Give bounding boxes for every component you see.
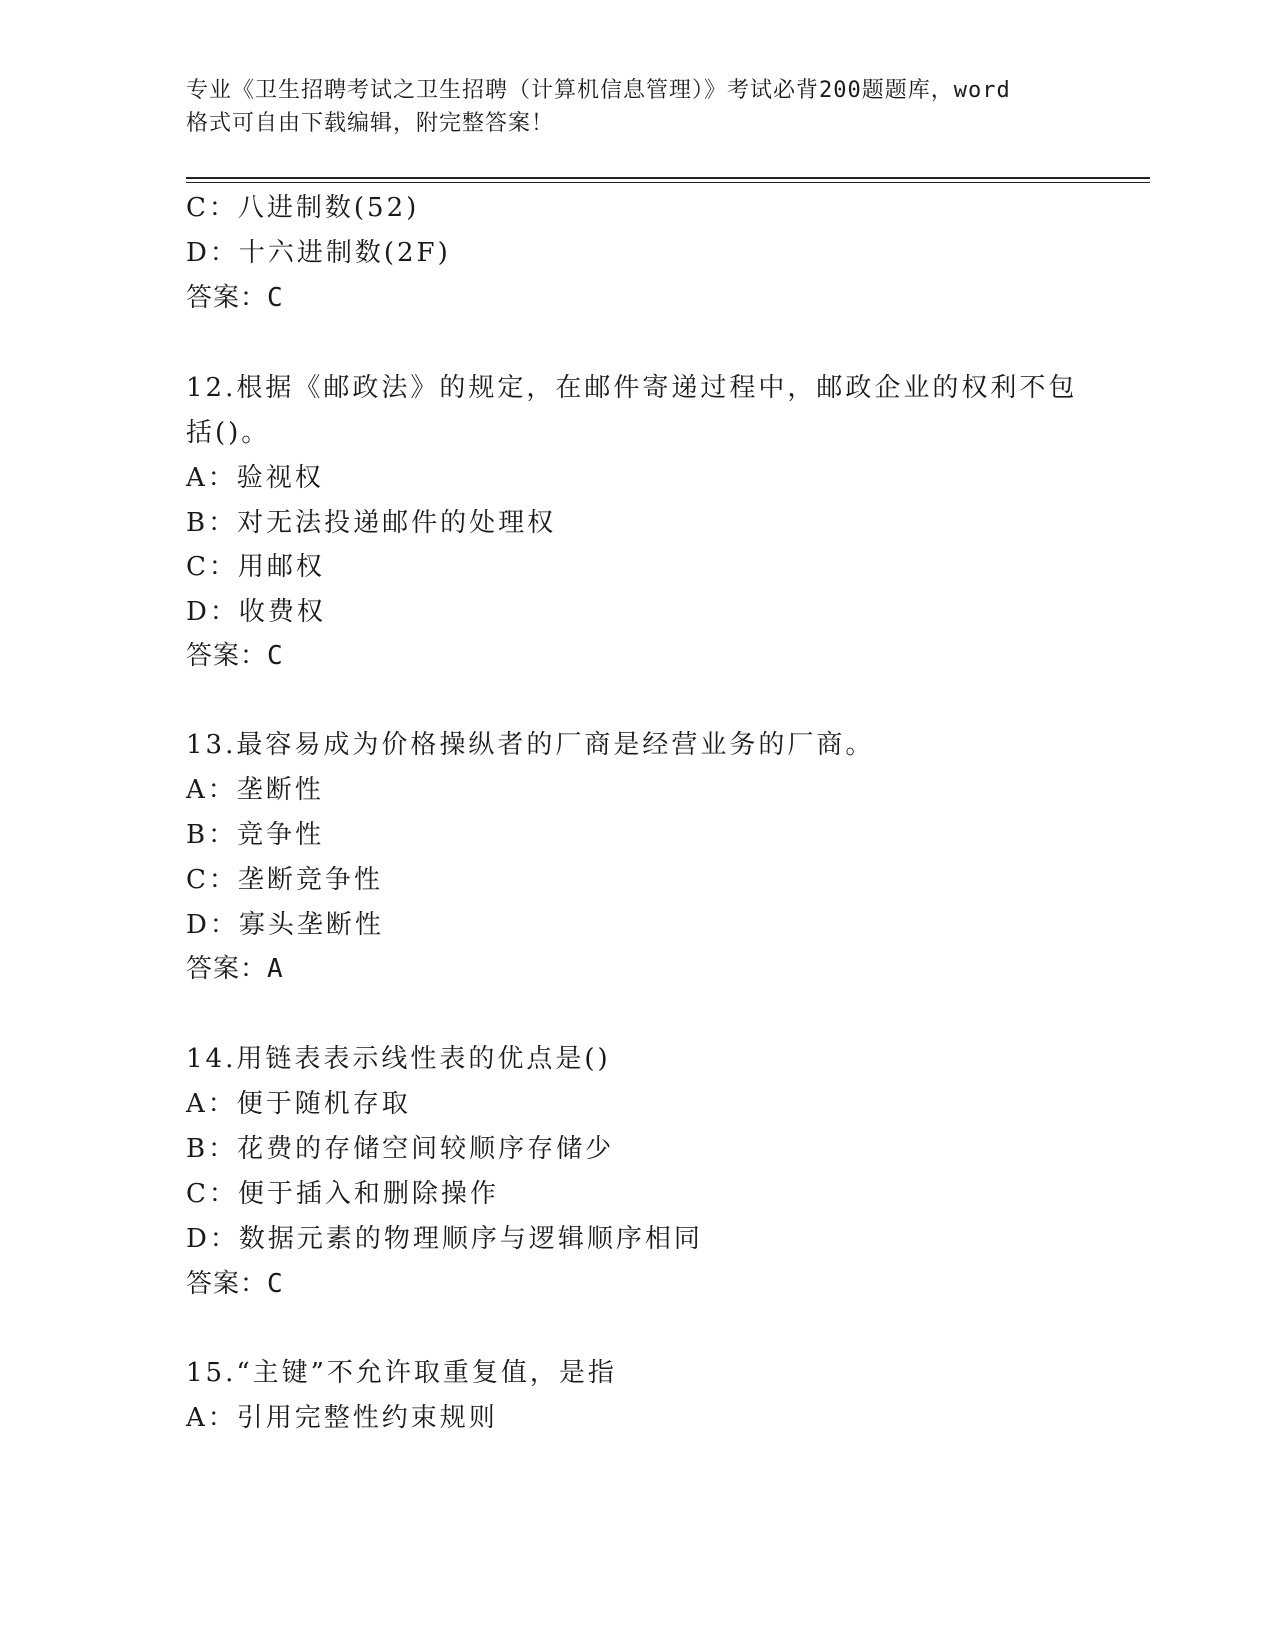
q12-option-d: D：收费权: [186, 597, 326, 627]
header-title-line-1: 专业《卫生招聘考试之卫生招聘（计算机信息管理）》考试必背200题题库，word: [186, 78, 1011, 103]
q13-option-d: D：寡头垄断性: [186, 910, 384, 940]
q12-option-c: C：用邮权: [186, 552, 325, 582]
q15-option-a: A：引用完整性约束规则: [186, 1403, 498, 1433]
q14-option-d: D：数据元素的物理顺序与逻辑顺序相同: [186, 1224, 703, 1254]
document-header: [186, 74, 1086, 140]
q12-stem-line-1: 12.根据《邮政法》的规定，在邮件寄递过程中，邮政企业的权利不包: [186, 373, 1078, 403]
header-title-line-2: 格式可自由下载编辑，附完整答案！: [186, 111, 555, 136]
q13-answer: 答案：A: [186, 954, 284, 984]
q13-option-b: B：竞争性: [186, 820, 325, 850]
q12-answer: 答案：C: [186, 641, 284, 671]
header-divider-thin: [186, 182, 1150, 183]
q13-stem: 13.最容易成为价格操纵者的厂商是经营业务的厂商。: [186, 730, 875, 760]
q11-answer: 答案：C: [186, 283, 284, 313]
q14-option-b: B：花费的存储空间较顺序存储少: [186, 1134, 615, 1164]
q13-option-c: C：垄断竞争性: [186, 865, 383, 895]
q11-option-c: C：八进制数(52): [186, 193, 420, 223]
q14-stem: 14.用链表表示线性表的优点是(): [186, 1044, 611, 1074]
q12-option-a: A：验视权: [186, 463, 324, 493]
q14-option-a: A：便于随机存取: [186, 1089, 411, 1119]
q11-option-d: D：十六进制数(2F): [186, 238, 451, 268]
q12-option-b: B：对无法投递邮件的处理权: [186, 508, 557, 538]
q13-option-a: A：垄断性: [186, 775, 324, 805]
q14-answer: 答案：C: [186, 1269, 284, 1299]
q12-stem-line-2: 括()。: [186, 418, 271, 448]
header-divider-thick: [186, 177, 1150, 179]
q15-stem: 15.“主键”不允许取重复值，是指: [186, 1358, 617, 1388]
q14-option-c: C：便于插入和删除操作: [186, 1179, 499, 1209]
